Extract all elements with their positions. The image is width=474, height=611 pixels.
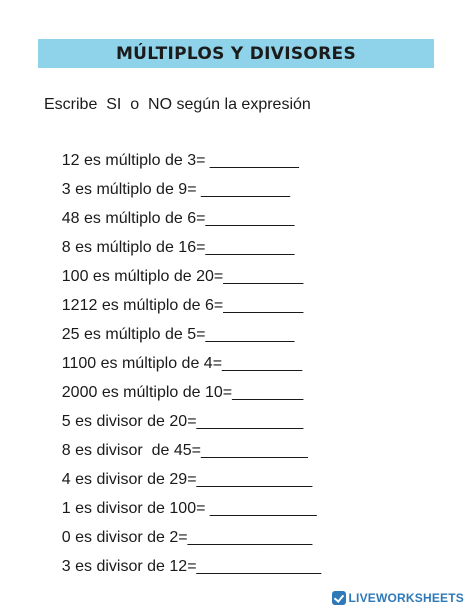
page-title: MÚLTIPLOS Y DIVISORES (115, 43, 357, 64)
answer-blank[interactable]: __________ (205, 210, 295, 227)
check-mark-icon (332, 591, 346, 605)
exercise-prompt: 2000 es múltiplo de 10= (61, 384, 233, 401)
answer-blank[interactable]: _____________ (196, 471, 313, 488)
exercise-list (44, 128, 322, 575)
exercise-prompt: 3 es divisor de 12= (61, 558, 197, 575)
answer-blank[interactable]: ____________ (200, 442, 308, 459)
answer-blank[interactable]: ________ (232, 384, 304, 401)
exercise-prompt: 3 es múltiplo de 9= (61, 181, 201, 198)
exercise-prompt: 1 es divisor de 100= (61, 500, 210, 517)
exercise-prompt: 5 es divisor de 20= (61, 413, 197, 430)
exercise-prompt: 0 es divisor de 2= (61, 529, 188, 546)
exercise-prompt: 25 es múltiplo de 5= (61, 326, 206, 343)
exercise-prompt: 8 es divisor de 45= (61, 442, 201, 459)
exercise-prompt: 4 es divisor de 29= (61, 471, 197, 488)
answer-blank[interactable]: ______________ (187, 529, 313, 546)
answer-blank[interactable]: ____________ (209, 500, 317, 517)
answer-blank[interactable]: _________ (223, 268, 304, 285)
exercise-prompt: 100 es múltiplo de 20= (61, 268, 224, 285)
brand-name: LIVEWORKSHEETS (348, 591, 464, 605)
answer-blank[interactable]: ______________ (196, 558, 322, 575)
title-bar (38, 39, 434, 68)
liveworksheets-logo (332, 591, 464, 605)
instruction-text: Escribe SI o NO según la expresión (44, 96, 311, 113)
answer-blank[interactable]: __________ (200, 181, 290, 198)
answer-blank[interactable]: _________ (222, 355, 303, 372)
answer-blank[interactable]: __________ (205, 326, 295, 343)
exercise-prompt: 1100 es múltiplo de 4= (61, 355, 223, 372)
answer-blank[interactable]: ____________ (196, 413, 304, 430)
exercise-prompt: 1212 es múltiplo de 6= (61, 297, 224, 314)
exercise-item (44, 128, 321, 169)
answer-blank[interactable]: __________ (209, 152, 299, 169)
answer-blank[interactable]: __________ (205, 239, 295, 256)
exercise-prompt: 12 es múltiplo de 3= (61, 152, 210, 169)
answer-blank[interactable]: _________ (223, 297, 304, 314)
exercise-prompt: 48 es múltiplo de 6= (61, 210, 206, 227)
exercise-prompt: 8 es múltiplo de 16= (61, 239, 206, 256)
